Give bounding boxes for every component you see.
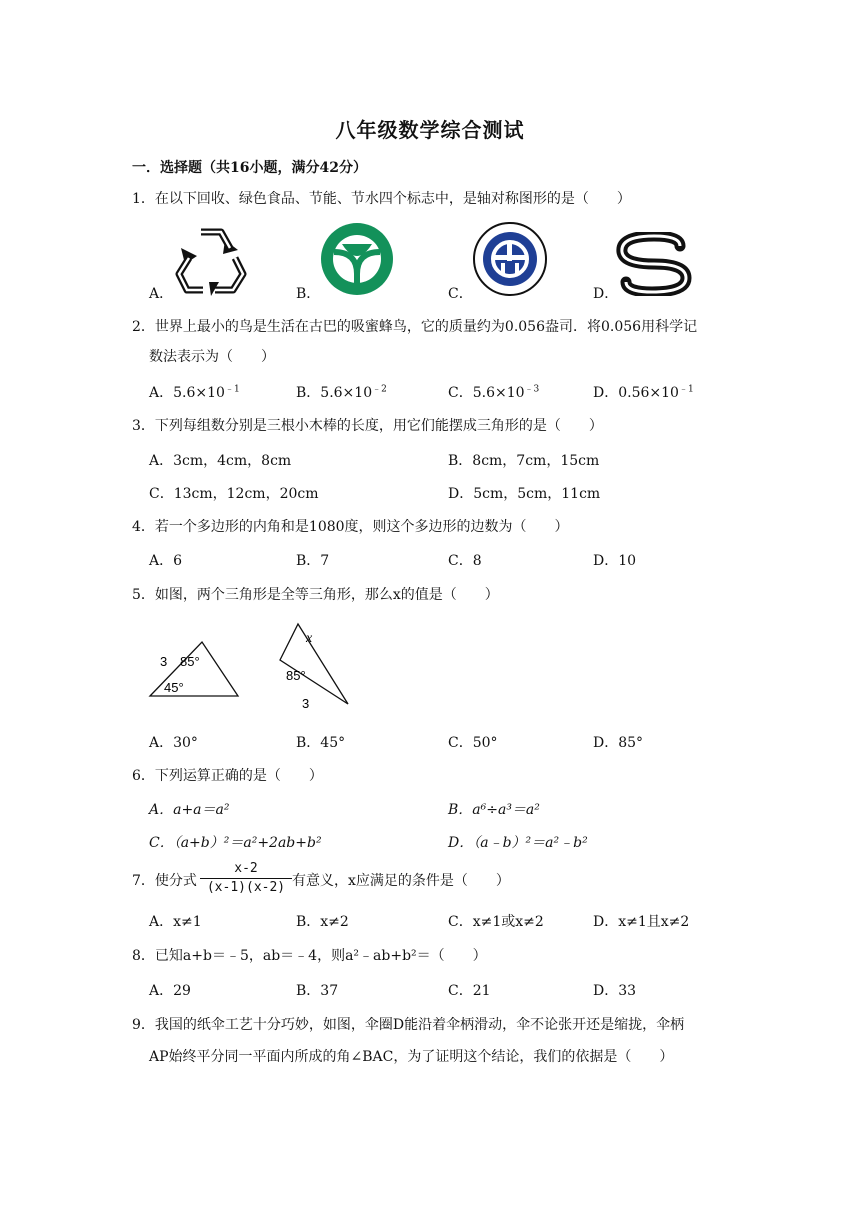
q5-stem: 5．如图，两个三角形是全等三角形，那么x的值是（ ） <box>132 587 499 603</box>
q6-option-c: C．（a+b）²＝a²+2ab+b² <box>149 835 322 851</box>
q5-t2-side: 3 <box>302 696 310 711</box>
q8-stem: 8．已知a+b＝﹣5，ab＝﹣4，则a²﹣ab+b²＝（ ） <box>132 948 487 964</box>
q5-option-a: A．30° <box>149 735 198 751</box>
q8-option-c: C．21 <box>448 983 491 999</box>
q4-option-c: C．8 <box>448 553 482 569</box>
q2-stem-line1: 2．世界上最小的鸟是生活在古巴的吸蜜蜂鸟，它的质量约为0.056盎司．将0.056用科学记 <box>132 319 698 335</box>
q8-option-d: D．33 <box>593 983 637 999</box>
q1-label-a: A． <box>149 286 174 302</box>
q3-stem: 3．下列每组数分别是三根小木棒的长度，用它们能摆成三角形的是（ ） <box>132 418 603 434</box>
green-food-icon <box>320 222 394 300</box>
page-title: 八年级数学综合测试 <box>335 118 525 142</box>
q3-option-a: A．3cm，4cm，8cm <box>149 453 292 469</box>
q5-triangle-figure <box>140 620 370 720</box>
q3-option-d: D．5cm，5cm，11cm <box>448 486 601 502</box>
q1-label-b: B． <box>296 286 321 302</box>
q6-option-a: A．a+a＝a² <box>149 802 230 818</box>
section-heading: 一．选择题（共16小题，满分42分） <box>132 160 367 176</box>
q4-stem: 4．若一个多边形的内角和是1080度，则这个多边形的边数为（ ） <box>132 519 569 535</box>
q6-option-b: B．a⁶÷a³＝a² <box>448 802 540 818</box>
q5-t1-angle-left: 45° <box>164 680 184 695</box>
q3-option-b: B．8cm，7cm，15cm <box>448 453 600 469</box>
q7-option-b: B．x≠2 <box>296 914 349 930</box>
recycle-icon <box>175 224 247 300</box>
q5-option-b: B．45° <box>296 735 346 751</box>
q8-option-b: B．37 <box>296 983 339 999</box>
q2-stem-line2: 数法表示为（ ） <box>149 349 275 365</box>
q7-option-a: A．x≠1 <box>149 914 202 930</box>
q7-denominator: (x-1)(x-2) <box>206 880 286 895</box>
q1-stem: 1．在以下回收、绿色食品、节能、节水四个标志中，是轴对称图形的是（ ） <box>132 191 631 207</box>
q2-option-c: C．$5.6\times 10^{﹣3}$ <box>448 384 540 401</box>
q5-option-c: C．50° <box>448 735 498 751</box>
q5-t2-angle: 85° <box>286 668 306 683</box>
q2-option-d: D．$0.56\times 10^{﹣1}$ <box>593 384 694 401</box>
q6-stem: 6．下列运算正确的是（ ） <box>132 768 323 784</box>
q7-option-c: C．x≠1或x≠2 <box>448 914 544 930</box>
q4-option-a: A．6 <box>149 553 183 569</box>
q9-line2: AP始终平分同一平面内所成的角∠BAC，为了证明这个结论，我们的依据是（ ） <box>149 1049 674 1065</box>
q1-label-c: C． <box>448 286 473 302</box>
q4-option-d: D．10 <box>593 553 637 569</box>
q2-option-a: A．$5.6\times 10^{﹣1}$ <box>149 384 240 401</box>
q5-t2-x: x <box>306 631 313 646</box>
energy-saving-icon <box>472 221 548 301</box>
q5-option-d: D．85° <box>593 735 644 751</box>
q8-option-a: A．29 <box>149 983 191 999</box>
q5-t1-side: 3 <box>160 654 168 669</box>
q5-t1-angle-top: 85° <box>180 654 200 669</box>
q3-option-c: C．13cm，12cm，20cm <box>149 486 319 502</box>
q7-stem-pre: 7．使分式 <box>132 873 197 889</box>
q1-label-d: D． <box>593 286 619 302</box>
q6-option-d: D．（a﹣b）²＝a²﹣b² <box>448 835 588 851</box>
q7-fraction <box>200 860 292 897</box>
q9-line1: 9．我国的纸伞工艺十分巧妙，如图，伞圈D能沿着伞柄滑动，伞不论张开还是缩拢，伞柄 <box>132 1017 685 1033</box>
q7-stem-post: 有意义，x应满足的条件是（ ） <box>292 873 510 889</box>
q2-option-b: B．$5.6\times 10^{﹣2}$ <box>296 384 387 401</box>
water-saving-icon <box>614 232 694 300</box>
q7-option-d: D．x≠1且x≠2 <box>593 914 690 930</box>
q4-option-b: B．7 <box>296 553 330 569</box>
q7-numerator: x-2 <box>200 860 292 879</box>
